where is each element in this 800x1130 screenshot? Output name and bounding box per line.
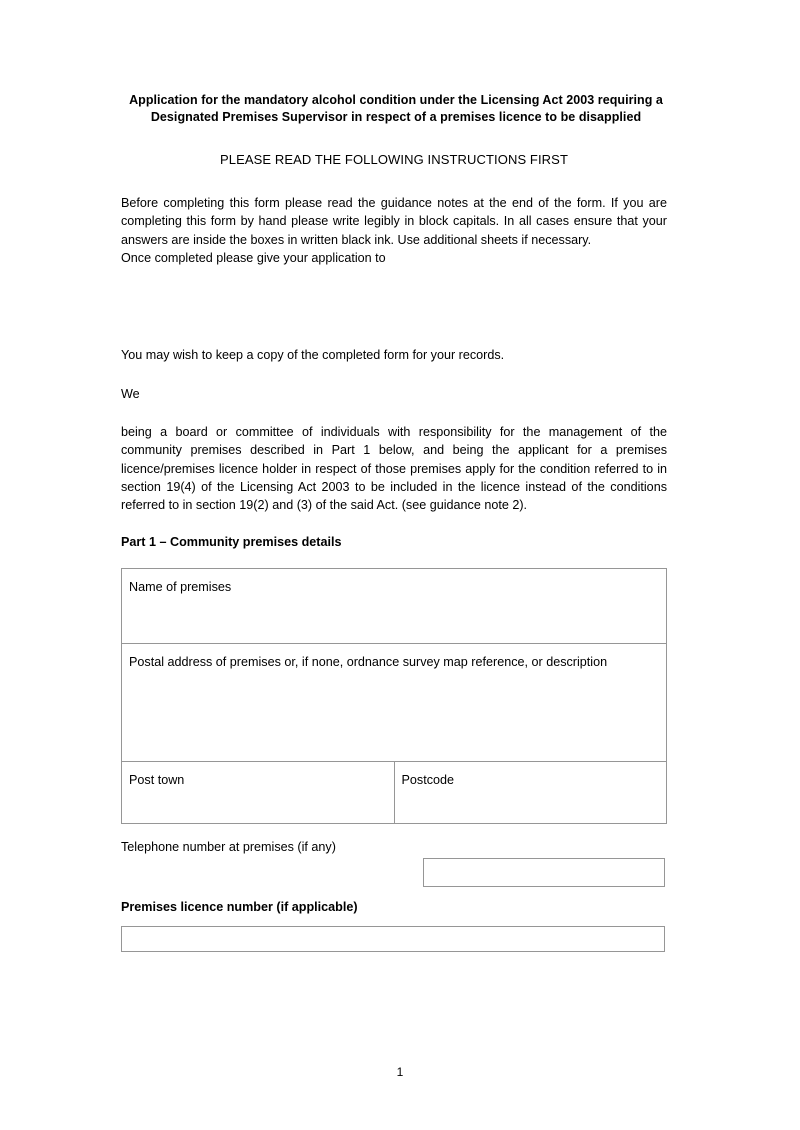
document-content <box>121 0 667 952</box>
premises-licence-number-input[interactable] <box>121 926 665 952</box>
postcode-label: Postcode <box>401 773 455 788</box>
telephone-row <box>121 838 667 900</box>
page-title: Application for the mandatory alcohol condition under the Licensing Act 2003 requiring a Designated Premises Supervisor in respect of a premises licence to be disapplied <box>129 93 663 124</box>
name-of-premises-field[interactable] <box>122 569 667 644</box>
paragraph-being-a-board: being a board or committee of individuals with responsibility for the management of the community premises described in Part 1 below, and being the applicant for a premises licence/premises licence holder in respect of those premises apply for the condition referred to in section 19(4) of the Licensing Act 2003 to be included in the licence instead of the conditions referred to in section 19(2) and (3) of the said Act. (see guidance note 2). <box>121 424 667 513</box>
paragraph-we: We <box>121 386 140 401</box>
table-row <box>122 569 667 644</box>
post-town-field[interactable] <box>122 762 395 824</box>
postcode-field[interactable] <box>394 762 667 824</box>
telephone-input[interactable] <box>423 858 665 887</box>
page-number: 1 <box>396 1065 404 1079</box>
telephone-label: Telephone number at premises (if any) <box>121 840 336 855</box>
paragraph-before-completing: Before completing this form please read the guidance notes at the end of the form. If you are completing this form by hand please write legibly in block capitals. In all cases ensure that your answers are inside the boxes in written black ink. Use additional sheets if necessary. <box>121 196 667 247</box>
paragraph-once-completed: Once completed please give your application to <box>121 250 386 265</box>
post-town-label: Post town <box>129 773 185 788</box>
table-row <box>122 644 667 762</box>
instructions-header: PLEASE READ THE FOLLOWING INSTRUCTIONS FIRST <box>220 152 568 167</box>
table-row <box>122 762 667 824</box>
name-of-premises-label: Name of premises <box>129 580 232 595</box>
premises-licence-number-label: Premises licence number (if applicable) <box>121 900 358 915</box>
postal-address-field[interactable] <box>122 644 667 762</box>
premises-details-table <box>121 568 667 824</box>
part1-heading: Part 1 – Community premises details <box>121 535 342 550</box>
paragraph-keep-copy: You may wish to keep a copy of the completed form for your records. <box>121 348 505 363</box>
postal-address-label: Postal address of premises or, if none, ordnance survey map reference, or description <box>129 655 608 670</box>
